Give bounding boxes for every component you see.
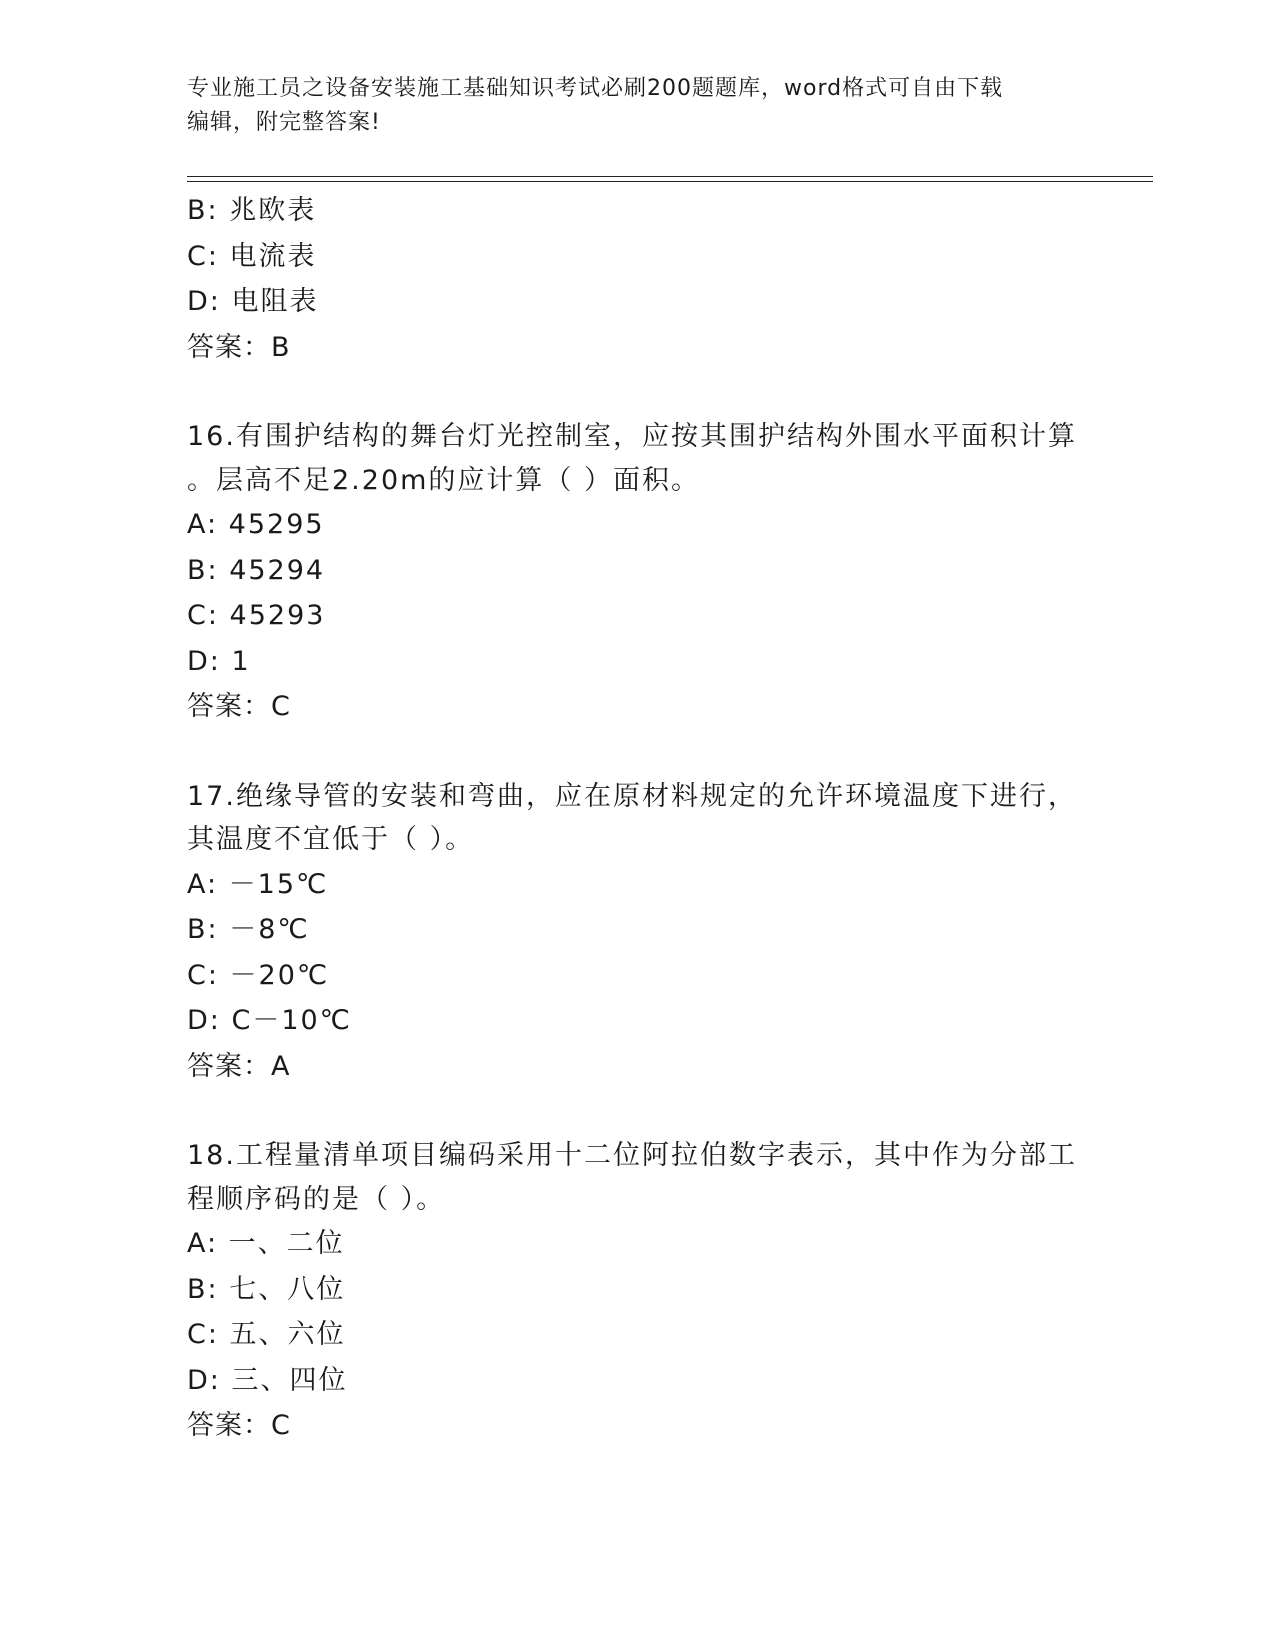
option-c: C: －20℃ bbox=[187, 959, 330, 991]
question-block-15 bbox=[187, 188, 1087, 370]
question-block-16 bbox=[187, 415, 1087, 730]
header-line-1: 专业施工员之设备安装施工基础知识考试必刷200题题库，word格式可自由下载 bbox=[187, 76, 1004, 101]
option-a: A: －15℃ bbox=[187, 868, 329, 900]
answer: 答案：C bbox=[187, 1410, 291, 1441]
question-text-line: 其温度不宜低于（ ）。 bbox=[187, 824, 475, 855]
answer: 答案：C bbox=[187, 691, 291, 722]
option-b: B: 兆欧表 bbox=[187, 195, 317, 226]
option-b: B: 七、八位 bbox=[187, 1273, 346, 1305]
question-text-line: 18.工程量清单项目编码采用十二位阿拉伯数字表示，其中作为分部工 bbox=[187, 1140, 1077, 1171]
header-rule-top bbox=[187, 176, 1153, 177]
option-c: C: 45293 bbox=[187, 600, 326, 631]
option-c: C: 五、六位 bbox=[187, 1319, 346, 1350]
header-rule-bottom bbox=[187, 181, 1153, 182]
question-block-18 bbox=[187, 1134, 1087, 1449]
header-line-2: 编辑，附完整答案! bbox=[187, 110, 381, 135]
document-header bbox=[187, 72, 1087, 140]
answer: 答案：B bbox=[187, 331, 291, 363]
option-b: B: 45294 bbox=[187, 554, 326, 586]
option-a: A: 45295 bbox=[187, 509, 325, 540]
option-d: D: 三、四位 bbox=[187, 1364, 348, 1396]
option-d: D: C－10℃ bbox=[187, 1005, 353, 1036]
option-c: C: 电流表 bbox=[187, 240, 317, 272]
option-d: D: 1 bbox=[187, 645, 251, 677]
question-text-line: 。层高不足2.20m的应计算（ ）面积。 bbox=[187, 464, 701, 496]
answer: 答案：A bbox=[187, 1050, 291, 1082]
question-text-line: 16.有围护结构的舞台灯光控制室，应按其围护结构外围水平面积计算 bbox=[187, 421, 1077, 452]
option-a: A: 一、二位 bbox=[187, 1228, 345, 1259]
question-text-line: 17.绝缘导管的安装和弯曲，应在原材料规定的允许环境温度下进行， bbox=[187, 780, 1077, 812]
question-block-17 bbox=[187, 775, 1087, 1090]
option-d: D: 电阻表 bbox=[187, 286, 319, 317]
option-b: B: －8℃ bbox=[187, 914, 310, 945]
question-text-line: 程顺序码的是（ ）。 bbox=[187, 1183, 446, 1215]
question-list bbox=[187, 188, 1087, 1449]
